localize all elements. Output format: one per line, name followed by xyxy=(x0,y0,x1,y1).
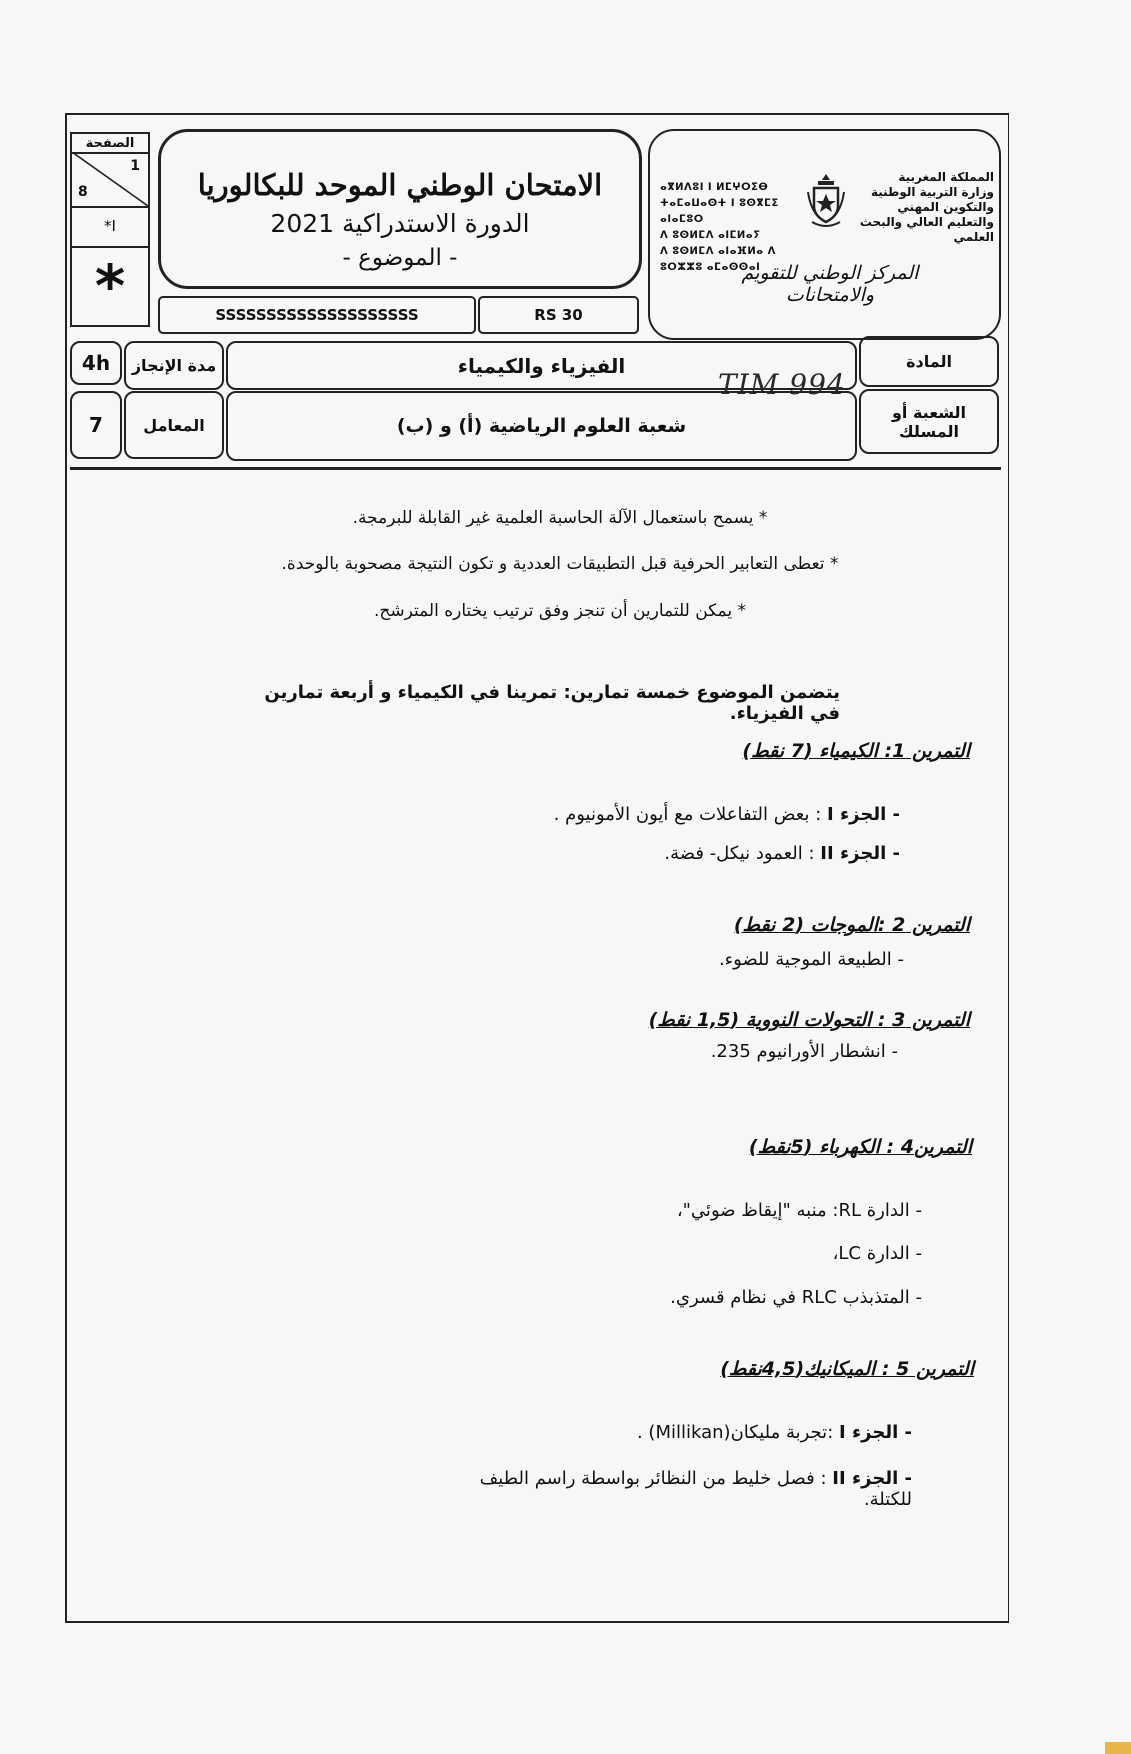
exercise-4-item-3: - المتذبذب RLC في نظام قسري. xyxy=(670,1287,922,1308)
national-center-name: المركز الوطني للتقويم والامتحانات xyxy=(741,262,919,306)
exam-session: الدورة الاستدراكية 2021 xyxy=(270,209,530,238)
page-total: 8 xyxy=(78,184,88,200)
branch-label: الشعبة أو المسلك xyxy=(859,389,999,454)
subject-label: المادة xyxy=(859,336,999,387)
part-key: - الجزء I xyxy=(838,1422,912,1443)
header-separator xyxy=(70,467,1001,470)
page-number: 1 xyxy=(130,158,140,174)
ministry-name xyxy=(848,170,994,245)
part-key: - الجزء I xyxy=(826,804,900,825)
exam-code-box: RS 30 xyxy=(478,296,639,334)
exercise-4-item-2: - الدارة LC، xyxy=(832,1243,922,1264)
exercise-5-title: التمرين 5 : الميكانيك(4,5نقط) xyxy=(720,1358,974,1380)
exam-title: الامتحان الوطني الموحد للبكالوريا xyxy=(197,168,603,202)
coat-of-arms-icon xyxy=(806,172,846,228)
exercise-4-item-1: - الدارة RL: منبه "إيقاظ ضوئي"، xyxy=(676,1200,922,1221)
exercise-5-part-2 xyxy=(440,1468,912,1510)
ministry-line: المملكة المغربية xyxy=(898,170,994,184)
exercise-4-title: التمرين4 : الكهرباء (5نقط) xyxy=(748,1136,972,1158)
exercise-1-title: التمرين 1: الكيمياء (7 نقط) xyxy=(742,740,970,762)
page-number-box xyxy=(70,132,150,327)
ministry-line: والتعليم العالي والبحث العلمي xyxy=(859,215,994,244)
subject-name: الفيزياء والكيمياء xyxy=(226,341,857,390)
ministry-line: والتكوين المهني xyxy=(897,200,994,214)
exercise-2-item: - الطبيعة الموجية للضوء. xyxy=(718,949,904,970)
subject-caption: - الموضوع - xyxy=(342,245,458,271)
exercise-3-title: التمرين 3 : التحولات النووية (1,5 نقط) xyxy=(648,1009,970,1031)
part-text: :تجربة مليكان(Millikan) . xyxy=(636,1422,839,1443)
ministry-line: وزارة التربية الوطنية xyxy=(870,185,994,199)
part-key: - الجزء II xyxy=(832,1468,912,1489)
branch-name: شعبة العلوم الرياضية (أ) و (ب) xyxy=(226,391,857,461)
page-code: *I xyxy=(72,206,148,248)
candidate-code-box: SSSSSSSSSSSSSSSSSSSS xyxy=(158,296,476,334)
exercise-3-item: - انشطار الأورانيوم 235. xyxy=(710,1041,898,1062)
exercise-1-part-1 xyxy=(470,804,900,825)
part-text: : فصل خليط من النظائر بواسطة راسم الطيف للكتلة. xyxy=(479,1468,912,1510)
instruction-expressions: * تعطى التعابير الحرفية قبل التطبيقات العددية و تكون النتيجة مصحوبة بالوحدة. xyxy=(281,554,839,574)
asterisk-mark: * xyxy=(94,251,126,320)
handwritten-code: TIM 994 xyxy=(718,368,846,401)
tifinagh-line: ⴰⴳⵍⴷⵓⵏ ⵏ ⵍⵎⵖⵔⵉⴱ xyxy=(660,182,769,193)
tifinagh-line: ⴷ ⵓⵙⵍⵎⴷ ⴰⵏⵎⵍⴰⵢ xyxy=(660,230,761,241)
duration-value: 4h xyxy=(70,341,122,385)
exercise-5-part-1 xyxy=(560,1422,912,1443)
tifinagh-line: ⵜⴰⵎⴰⵡⴰⵙⵜ ⵏ ⵓⵙⴳⵎⵉ ⴰⵏⴰⵎⵓⵔ xyxy=(660,198,779,225)
part-text: : بعض التفاعلات مع أيون الأمونيوم . xyxy=(553,804,827,825)
page-label: الصفحة xyxy=(72,134,148,154)
tifinagh-line: ⴷ ⵓⵙⵍⵎⴷ ⴰⵏⴰⴼⵍⴰ ⴷ ⵓⵔⵣⵣⵓ ⴰⵎⴰⵙⵙⴰⵏ xyxy=(660,246,776,273)
coefficient-label: المعامل xyxy=(124,391,224,459)
exercise-2-title: التمرين 2 :الموجات (2 نقط) xyxy=(733,914,970,936)
part-text: : العمود نيكل- فضة. xyxy=(664,843,821,864)
scan-edge-mark xyxy=(1105,1742,1131,1754)
duration-label: مدة الإنجاز xyxy=(124,341,224,390)
instruction-calculator: * يسمح باستعمال الآلة الحاسبة العلمية غير القابلة للبرمجة. xyxy=(352,508,768,528)
exercise-1-part-2 xyxy=(560,843,900,864)
coefficient-value: 7 xyxy=(70,391,122,459)
instruction-order: * يمكن للتمارين أن تنجز وفق ترتيب يختاره المترشح. xyxy=(373,601,747,621)
page-fraction xyxy=(72,152,148,208)
exam-intro: يتضمن الموضوع خمسة تمارين: تمرينا في الكيمياء و أربعة تمارين في الفيزياء. xyxy=(264,682,840,724)
part-key: - الجزء II xyxy=(820,843,900,864)
